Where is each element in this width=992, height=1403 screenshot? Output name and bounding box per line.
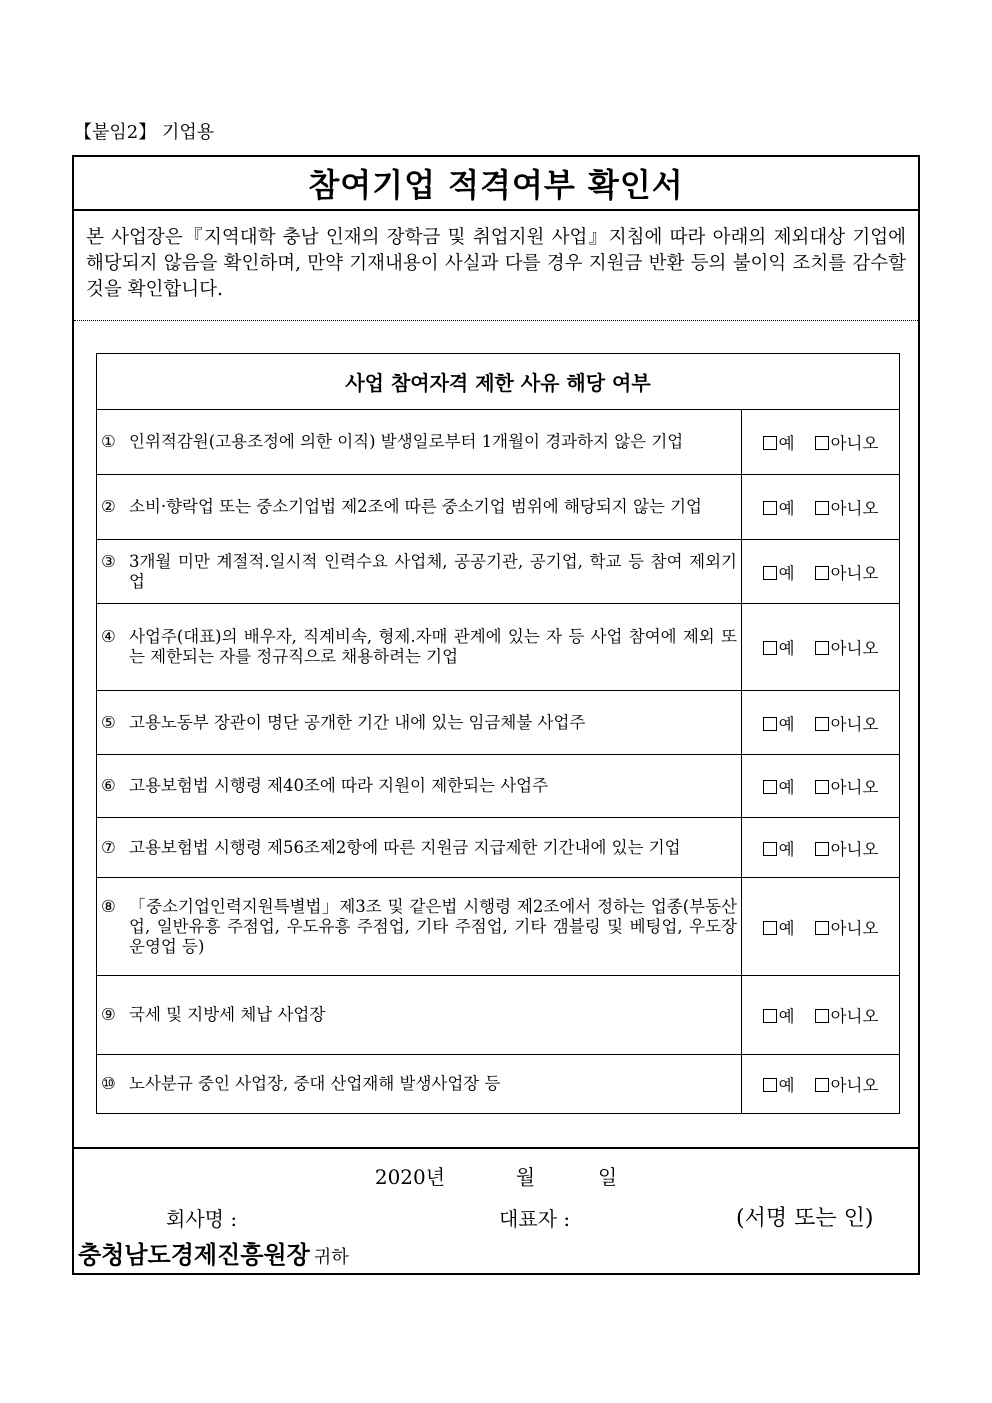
row-number: ⑤	[101, 712, 116, 732]
checkbox-icon[interactable]	[815, 641, 829, 655]
no-option[interactable]: 아니오	[815, 915, 879, 939]
row-text: 「중소기업인력지원특별법」제3조 및 같은법 시행령 제2조에서 정하는 업종(부동산업, 일반유흥 주점업, 우도유흥 주점업, 기타 주점업, 기타 갬블링 및 베팅업, 우도장 운영업 등)	[129, 896, 737, 956]
yes-option[interactable]: 예	[763, 836, 795, 860]
row-text: 고용노동부 장관이 명단 공개한 기간 내에 있는 임금체불 사업주	[129, 712, 586, 732]
date-day[interactable]: 일	[597, 1165, 618, 1189]
signature-field[interactable]: (서명 또는 인)	[736, 1206, 874, 1231]
no-option[interactable]: 아니오	[815, 836, 879, 860]
no-option[interactable]: 아니오	[815, 495, 879, 519]
checkbox-icon[interactable]	[815, 842, 829, 856]
row-text: 고용보험법 시행령 제56조제2항에 따른 지원금 지급제한 기간내에 있는 기업	[129, 837, 681, 857]
row-number: ③	[101, 551, 116, 571]
attachment-label: 【붙임2】 기업용	[74, 122, 215, 143]
checkbox-icon[interactable]	[815, 1078, 829, 1092]
table-header: 사업 참여자격 제한 사유 해당 여부	[97, 354, 900, 410]
table-row	[97, 878, 900, 976]
table-row	[97, 604, 900, 691]
table-row	[97, 475, 900, 540]
checkbox-icon[interactable]	[815, 717, 829, 731]
checkbox-icon[interactable]	[763, 436, 777, 450]
row-number: ④	[101, 627, 116, 646]
checkbox-icon[interactable]	[763, 1078, 777, 1092]
checkbox-icon[interactable]	[815, 436, 829, 450]
date-month[interactable]: 월	[515, 1165, 536, 1189]
checkbox-icon[interactable]	[815, 566, 829, 580]
table-row	[97, 818, 900, 878]
row-number: ⑨	[101, 1005, 116, 1024]
checkbox-icon[interactable]	[763, 566, 777, 580]
row-text: 사업주(대표)의 배우자, 직계비속, 형제.자매 관계에 있는 자 등 사업 참여에 제외 또는 제한되는 자를 정규직으로 채용하려는 기업	[129, 627, 737, 666]
table-row	[97, 691, 900, 755]
row-number: ⑩	[101, 1074, 116, 1093]
yes-option[interactable]: 예	[763, 774, 795, 798]
yes-option[interactable]: 예	[763, 915, 795, 939]
yes-option[interactable]: 예	[763, 711, 795, 735]
honorific: 귀하	[313, 1247, 349, 1268]
row-text: 소비·향락업 또는 중소기업법 제2조에 따른 중소기업 범위에 해당되지 않는 기업	[129, 497, 702, 516]
checkbox-icon[interactable]	[763, 1009, 777, 1023]
row-number: ⑥	[101, 776, 116, 795]
document-title: 참여기업 적격여부 확인서	[74, 157, 918, 211]
no-option[interactable]: 아니오	[815, 635, 879, 659]
row-text: 국세 및 지방세 체납 사업장	[129, 1005, 326, 1024]
checkbox-icon[interactable]	[815, 1009, 829, 1023]
addressee	[78, 1235, 349, 1270]
checkbox-icon[interactable]	[815, 501, 829, 515]
table-row	[97, 1055, 900, 1114]
checkbox-icon[interactable]	[763, 641, 777, 655]
no-option[interactable]: 아니오	[815, 1072, 879, 1096]
table-row	[97, 976, 900, 1055]
checkbox-icon[interactable]	[763, 842, 777, 856]
signature-section	[74, 1149, 918, 1275]
row-number: ⑦	[101, 837, 116, 857]
no-option[interactable]: 아니오	[815, 430, 879, 454]
row-number: ⑧	[101, 896, 116, 916]
table-row	[97, 755, 900, 818]
row-text: 인위적감원(고용조정에 의한 이직) 발생일로부터 1개월이 경과하지 않은 기업	[129, 432, 684, 451]
yes-option[interactable]: 예	[763, 1072, 795, 1096]
yes-option[interactable]: 예	[763, 430, 795, 454]
yes-option[interactable]: 예	[763, 560, 795, 584]
table-row	[97, 410, 900, 475]
no-option[interactable]: 아니오	[815, 711, 879, 735]
row-text: 고용보험법 시행령 제40조에 따라 지원이 제한되는 사업주	[129, 776, 549, 795]
checkbox-icon[interactable]	[763, 717, 777, 731]
checkbox-icon[interactable]	[815, 921, 829, 935]
representative-field[interactable]: 대표자 :	[499, 1207, 571, 1231]
table-row	[97, 540, 900, 604]
no-option[interactable]: 아니오	[815, 560, 879, 584]
row-number: ②	[101, 497, 116, 516]
company-name-field[interactable]: 회사명 :	[166, 1207, 238, 1231]
no-option[interactable]: 아니오	[815, 774, 879, 798]
checkbox-icon[interactable]	[763, 780, 777, 794]
yes-option[interactable]: 예	[763, 495, 795, 519]
date-year[interactable]: 2020년	[374, 1165, 446, 1189]
row-text: 3개월 미만 계절적.일시적 인력수요 사업체, 공공기관, 공기업, 학교 등 참여 제외기업	[129, 551, 737, 591]
intro-statement: 본 사업장은『지역대학 충남 인재의 장학금 및 취업지원 사업』지침에 따라 아래의 제외대상 기업에 해당되지 않음을 확인하며, 만약 기재내용이 사실과 다를 경우 지원금 반환 등의 불이익 조치를 감수할 것을 확인합니다.	[74, 211, 918, 321]
no-option[interactable]: 아니오	[815, 1003, 879, 1027]
row-number: ①	[101, 432, 116, 451]
eligibility-section	[74, 321, 918, 1149]
eligibility-table	[96, 353, 900, 1114]
checkbox-icon[interactable]	[763, 501, 777, 515]
date-line	[74, 1161, 918, 1190]
checkbox-icon[interactable]	[763, 921, 777, 935]
yes-option[interactable]: 예	[763, 635, 795, 659]
confirmation-form	[72, 155, 920, 1275]
checkbox-icon[interactable]	[815, 780, 829, 794]
row-text: 노사분규 중인 사업장, 중대 산업재해 발생사업장 등	[129, 1074, 501, 1093]
yes-option[interactable]: 예	[763, 1003, 795, 1027]
addressee-name: 충청남도경제진흥원장	[78, 1241, 310, 1269]
